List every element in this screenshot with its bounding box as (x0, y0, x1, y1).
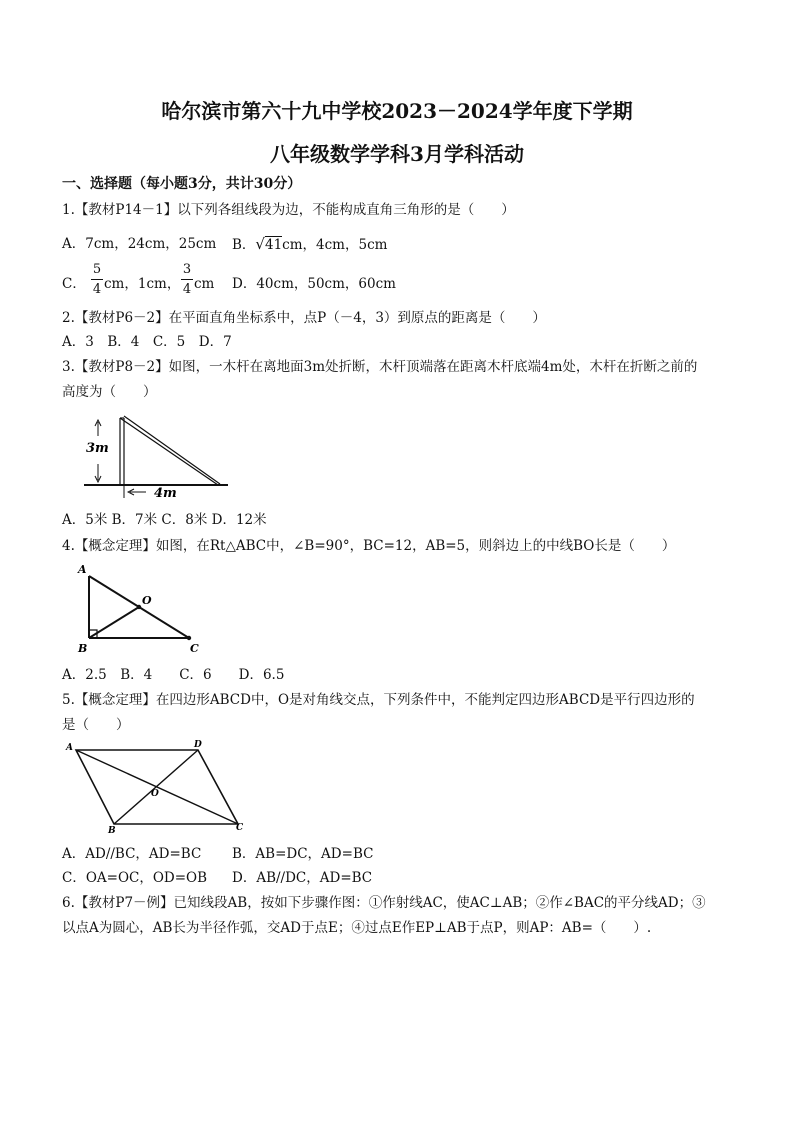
question-1-option-d: D．40cm，50cm，60cm (232, 276, 396, 292)
fraction-1-bar (91, 279, 103, 280)
question-1-stem: 1.【教材P14－1】以下列各组线段为边，不能构成直角三角形的是（ ） (62, 202, 515, 218)
fraction-1-denominator: 4 (92, 282, 102, 297)
question-4-figure (72, 560, 212, 656)
fraction-2-denominator: 4 (182, 282, 192, 297)
question-4-stem: 4.【概念定理】如图，在Rt△ABC中，∠B=90°，BC=12，AB=5，则斜边上的中线BO长是（ ） (62, 538, 676, 554)
question-2-stem: 2.【教材P6－2】在平面直角坐标系中，点P（－4，3）到原点的距离是（ ） (62, 310, 546, 326)
radicand: 41 (264, 237, 283, 253)
sqrt-symbol: √ (255, 235, 265, 253)
question-1-option-c-end: cm (194, 276, 215, 292)
question-6-stem-line1: 6.【教材P7－例】已知线段AB，按如下步骤作图：①作射线AC，使AC⊥AB；②作∠BAC的平分线AD；③ (62, 895, 706, 911)
label-o: O (151, 789, 159, 799)
label-c: C (190, 642, 199, 655)
question-5-option-a: A．AD//BC，AD=BC (62, 846, 202, 862)
question-5-stem-line2: 是（ ） (62, 717, 130, 733)
question-5-figure (62, 738, 252, 836)
label-b: B (78, 642, 88, 655)
question-5-stem-line1: 5.【概念定理】在四边形ABCD中，O是对角线交点，下列条件中，不能判定四边形ABCD是平行四边形的 (62, 692, 695, 708)
page-title-line2: 八年级数学学科3月学科活动 (270, 142, 524, 166)
question-3-figure (78, 408, 238, 500)
option-b-prefix: B． (232, 237, 256, 253)
question-1-option-c-mid: cm，1cm， (104, 276, 181, 292)
fraction-1-numerator: 5 (92, 262, 102, 277)
fallen-part-2 (124, 416, 220, 484)
question-3-stem-line1: 3.【教材P8－2】如图，一木杆在离地面3m处折断，木杆顶端落在距离木杆底端4m处，木杆在折断之前的 (62, 359, 698, 375)
question-3-stem-line2: 高度为（ ） (62, 384, 157, 400)
label-c: C (236, 823, 244, 833)
label-o: O (142, 594, 152, 607)
point-o (137, 605, 141, 609)
question-5-option-c: C．OA=OC，OD=OB (62, 870, 208, 886)
question-1-option-c-prefix: C． (62, 276, 86, 292)
label-a: A (78, 563, 87, 576)
question-5-option-d: D．AB//DC，AD=BC (232, 870, 373, 886)
question-4-options: A．2.5 B．4 C．6 D．6.5 (62, 667, 285, 683)
section-heading: 一、选择题（每小题3分，共计30分） (62, 176, 302, 192)
label-d: D (194, 740, 202, 750)
fallen-part-1 (120, 418, 218, 485)
question-5-option-b: B．AB=DC，AD=BC (232, 846, 374, 862)
label-a: A (66, 743, 73, 753)
question-1-option-a: A．7cm，24cm，25cm (62, 236, 217, 252)
question-2-options: A．3 B．4 C．5 D．7 (62, 334, 232, 350)
page-title-line1: 哈尔滨市第六十九中学校2023－2024学年度下学期 (161, 99, 633, 123)
option-b-rest: cm，4cm，5cm (282, 237, 388, 253)
label-b: B (108, 826, 116, 836)
question-1-option-b (232, 235, 387, 254)
label-3m: 3m (86, 441, 109, 456)
diagonal-bd (114, 750, 198, 824)
question-3-options: A．5米 B．7米 C．8米 D．12米 (62, 512, 267, 528)
fraction-2-numerator: 3 (182, 262, 192, 277)
fraction-2-bar (181, 279, 193, 280)
point-c (187, 636, 191, 640)
label-4m: 4m (154, 486, 177, 500)
question-6-stem-line2: 以点A为圆心，AB长为半径作弧，交AD于点E；④过点E作EP⊥AB于点P，则AP：AB=（ ）. (62, 920, 652, 936)
